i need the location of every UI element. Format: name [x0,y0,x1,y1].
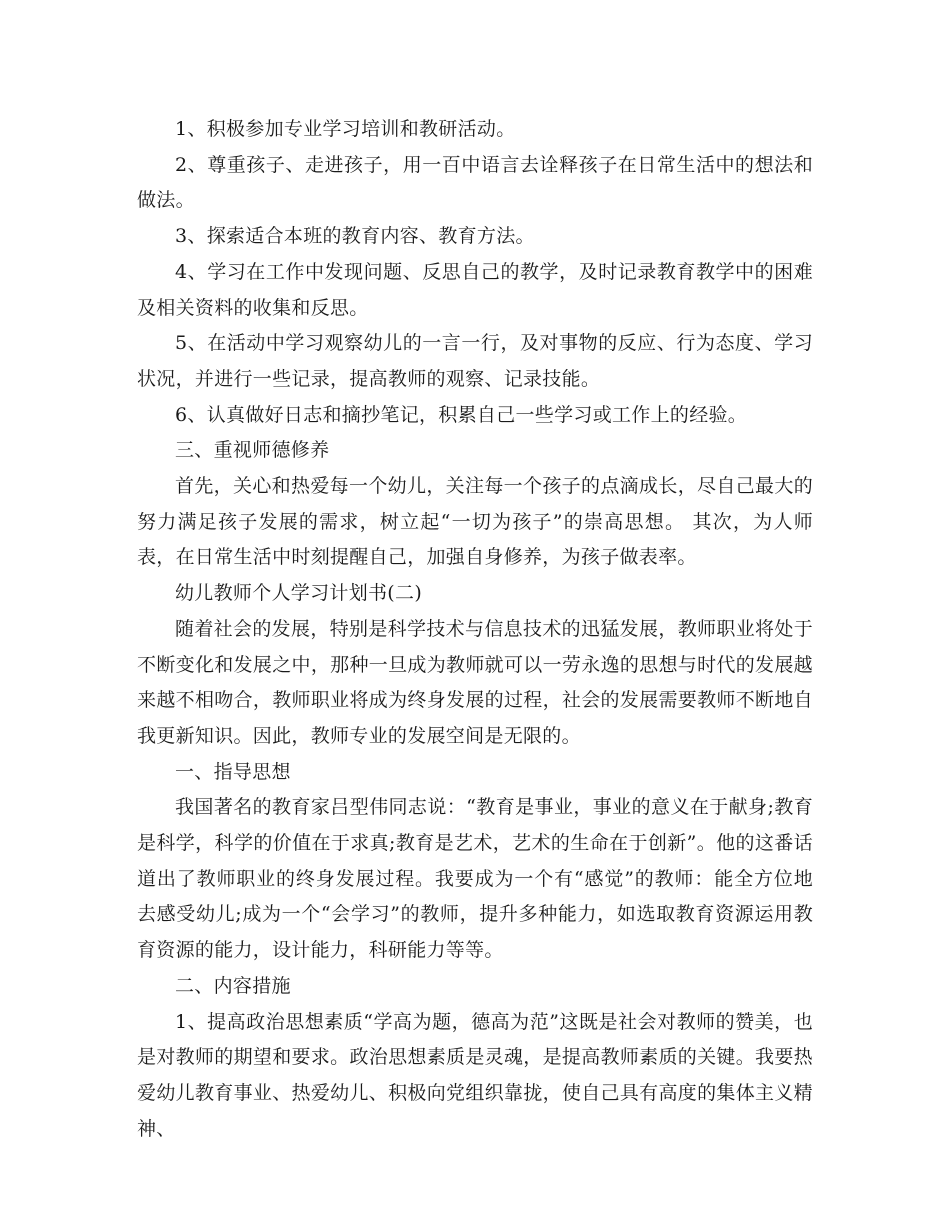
paragraph-introduction: 随着社会的发展，特别是科学技术与信息技术的迅猛发展，教师职业将处于不断变化和发展之中，那种一旦成为教师就可以一劳永逸的思想与时代的发展越来越不相吻合，教师职业将成为终身发展的过程，社会的发展需要教师不断地自我更新知识。因此，教师专业的发展空间是无限的。 [137,617,813,747]
paragraph-political-quality: 1、提高政治思想素质“学高为题，德高为范”这既是社会对教师的赞美，也是对教师的期望和要求。政治思想素质是灵魂，是提高教师素质的关键。我要热爱幼儿教育事业、热爱幼儿、积极向党组织靠拢，使自己具有高度的集体主义精神、 [137,1010,813,1140]
paragraph-guiding-ideas: 我国著名的教育家吕型伟同志说：“教育是事业，事业的意义在于献身;教育是科学，科学的价值在于求真;教育是艺术，艺术的生命在于创新”。他的这番话道出了教师职业的终身发展过程。我要成为一个有“感觉”的教师：能全方位地去感受幼儿;成为一个“会学习”的教师，提升多种能力，如选取教育资源运用教育资源的能力，设计能力，科研能力等等。 [137,796,813,962]
document-subtitle: 幼儿教师个人学习计划书(二) [175,582,423,605]
paragraph-explore-methods: 3、探索适合本班的教育内容、教育方法。 [175,225,535,248]
paragraph-reflect-teaching: 4、学习在工作中发现问题、反思自己的教学，及时记录教育教学中的困难及相关资料的收集和反思。 [137,260,813,319]
section-heading-measures: 二、内容措施 [175,974,291,997]
section-heading-ethics: 三、重视师德修养 [175,439,330,462]
section-heading-guiding-ideas: 一、指导思想 [175,760,291,783]
paragraph-observe-children: 5、在活动中学习观察幼儿的一言一行，及对事物的反应、行为态度、学习状况，并进行一些记录，提高教师的观察、记录技能。 [137,332,813,390]
paragraph-respect-children: 2、尊重孩子、走进孩子，用一百中语言去诠释孩子在日常生活中的想法和做法。 [137,153,813,212]
paragraph-ethics: 首先，关心和热爱每一个幼儿，关注每一个孩子的点滴成长，尽自己最大的努力满足孩子发展的需求，树立起“一切为孩子”的崇高思想。 其次，为人师表，在日常生活中时刻提醒自己，加强自身修养，为孩子做表率。 [137,475,813,569]
paragraph-study-activities: 1、积极参加专业学习培训和教研活动。 [175,118,516,140]
paragraph-notes: 6、认真做好日志和摘抄笔记，积累自己一些学习或工作上的经验。 [175,403,748,426]
document-body [137,112,813,1147]
